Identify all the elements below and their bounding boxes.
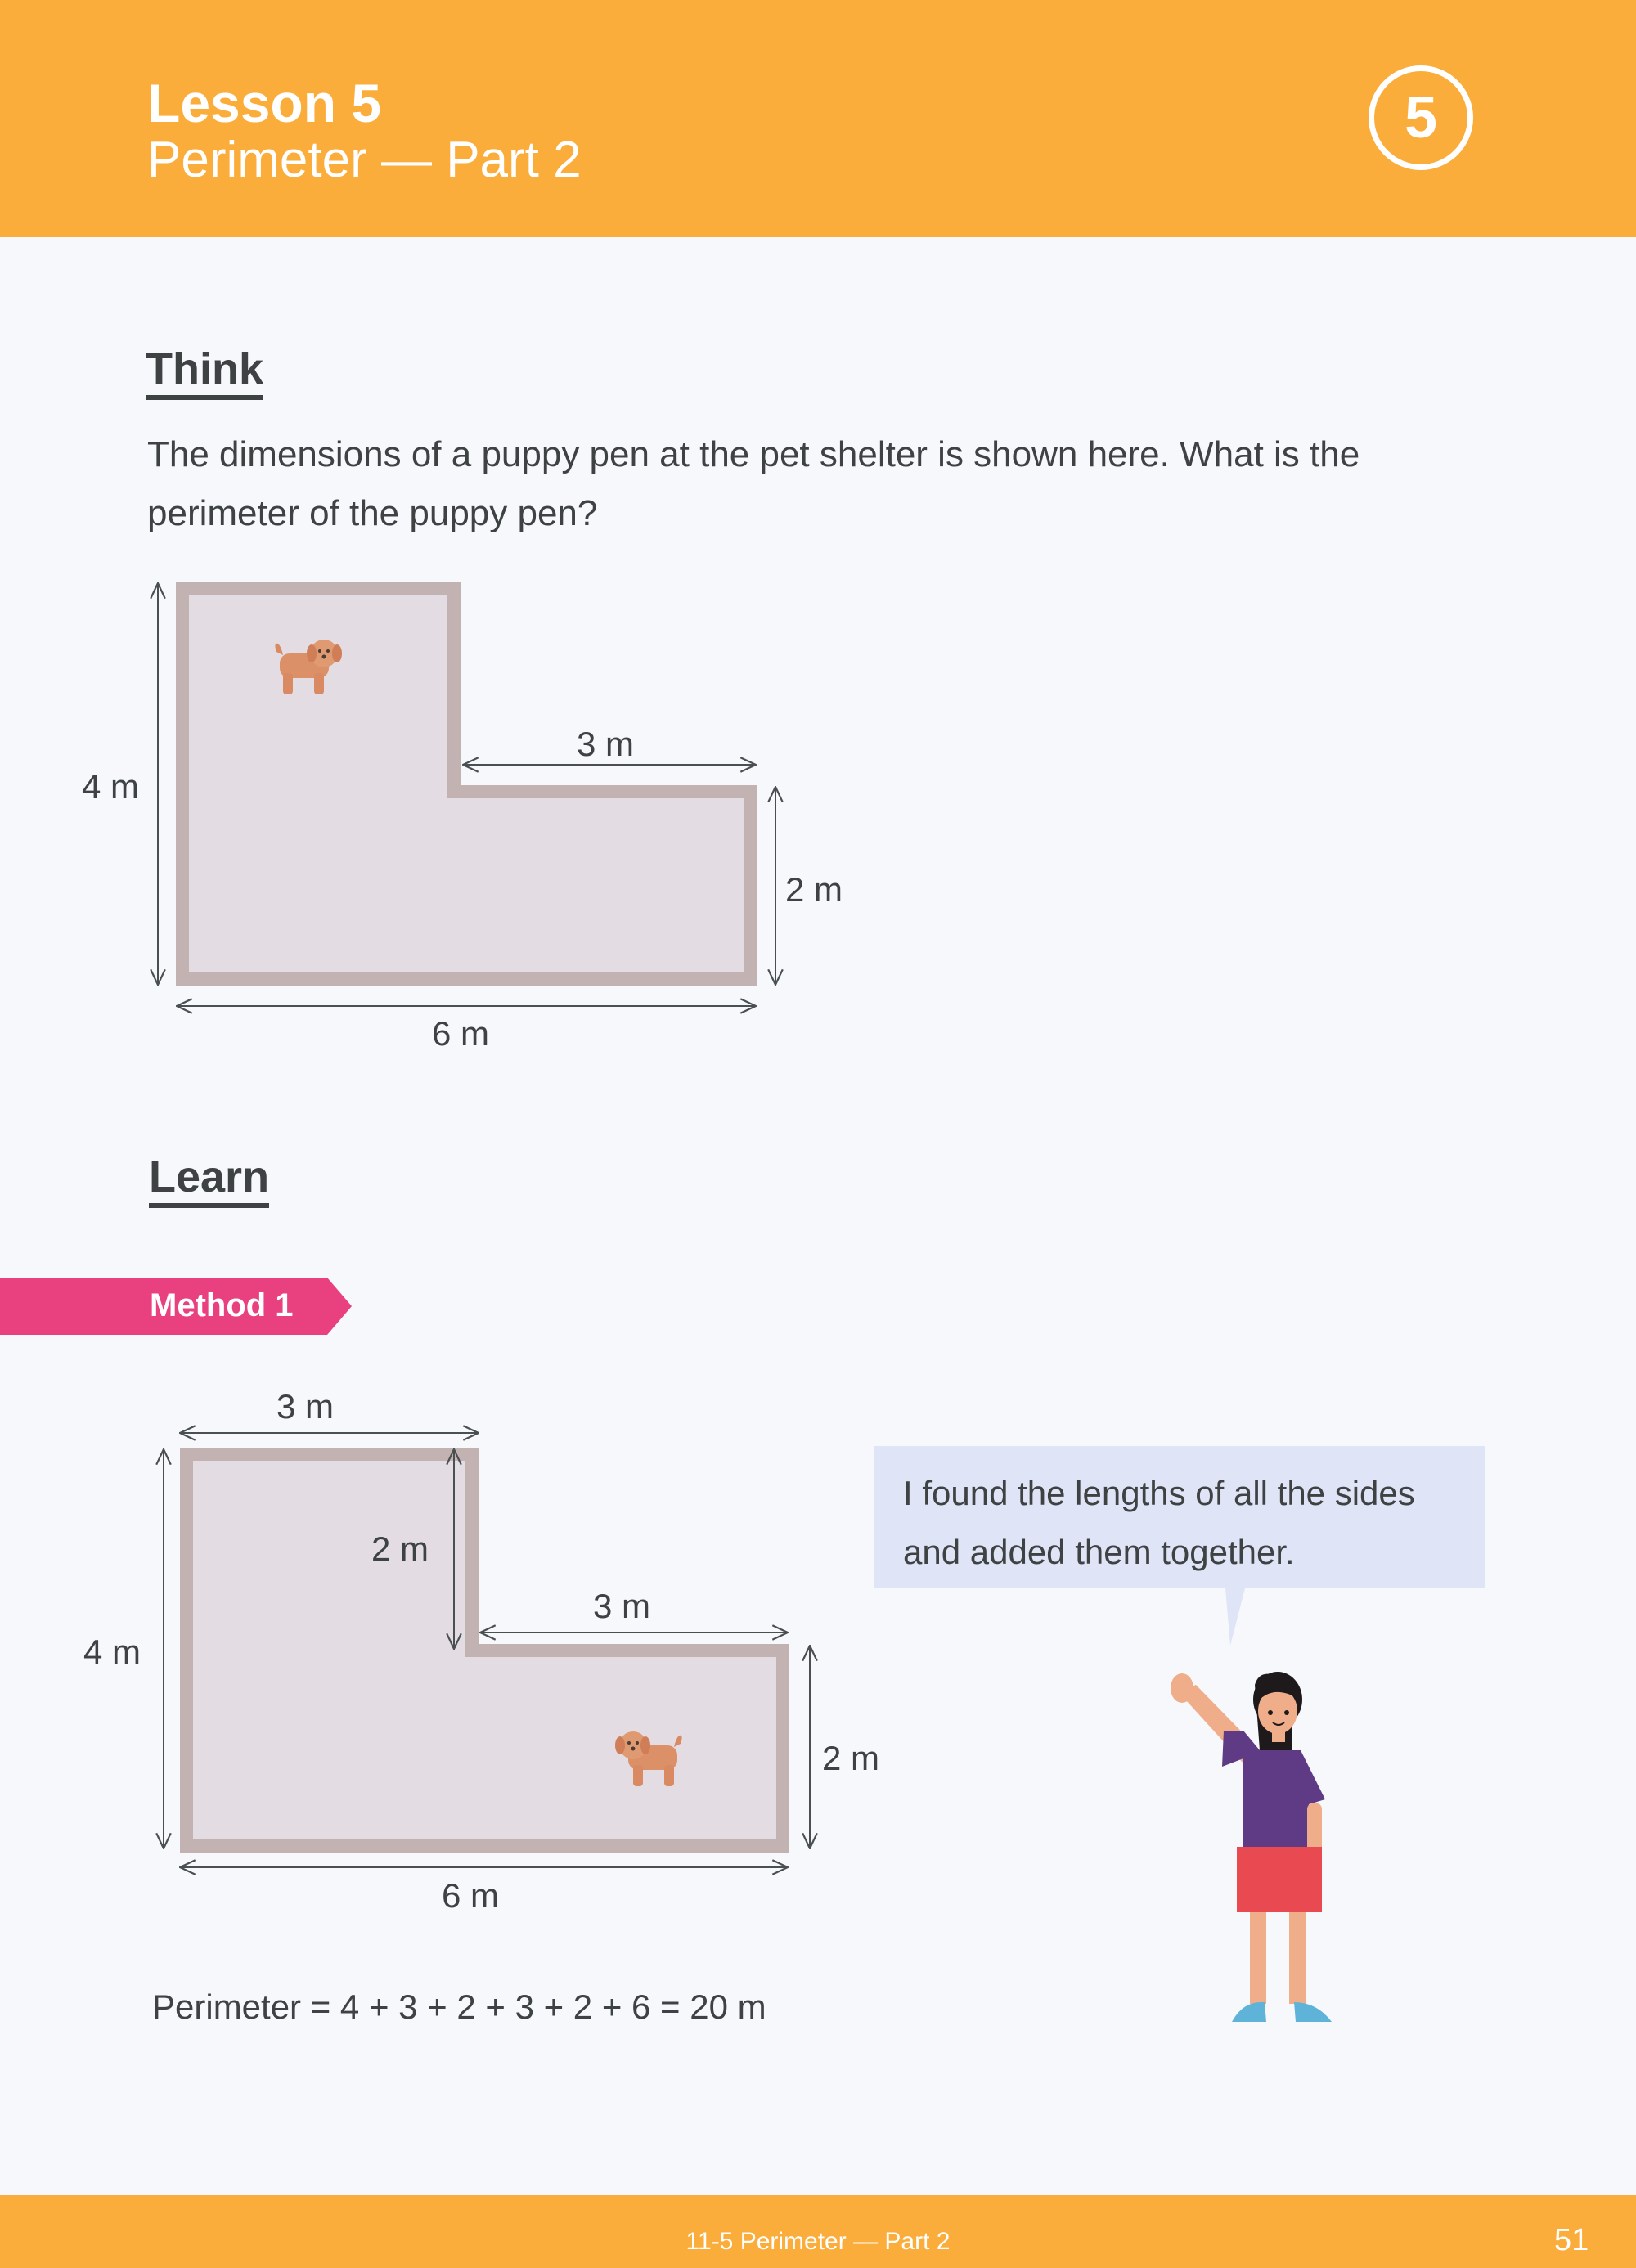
page-number: 51	[1554, 2223, 1589, 2257]
dim-label-bottom: 6 m	[442, 1876, 500, 1915]
lesson-title: Perimeter — Part 2	[147, 132, 582, 188]
dim-label-inner-horizontal: 3 m	[593, 1587, 651, 1625]
method-tag	[0, 1278, 352, 1335]
perimeter-equation: Perimeter = 4 + 3 + 2 + 3 + 2 + 6 = 20 m	[152, 1987, 766, 2026]
speech-bubble-tail	[1225, 1588, 1245, 1646]
girl-waving-illustration	[1171, 1672, 1332, 2022]
learn-pen-figure	[164, 1433, 810, 1867]
think-pen-figure	[158, 583, 775, 1006]
lesson-number: Lesson 5	[147, 73, 382, 133]
dim-label-inner-vertical: 2 m	[371, 1529, 429, 1568]
dim-label-left: 4 m	[82, 767, 140, 806]
learn-heading	[149, 1152, 269, 1202]
speech-bubble-text: I found the lengths of all the sides and added them together.	[903, 1474, 1415, 1571]
dim-label-right: 2 m	[822, 1739, 880, 1777]
method-tag-label: Method 1	[150, 1287, 294, 1323]
think-prompt: The dimensions of a puppy pen at the pet shelter is shown here. What is the perimeter of the puppy pen?	[147, 434, 1360, 533]
dim-label-bottom: 6 m	[432, 1014, 490, 1053]
learn-heading-text: Learn	[149, 1152, 269, 1208]
dim-label-left: 4 m	[83, 1633, 142, 1671]
pen-shape	[182, 589, 750, 979]
lesson-badge: 5	[1369, 65, 1473, 170]
dim-label-top-right: 3 m	[577, 725, 635, 763]
method-tag-arrow	[327, 1278, 352, 1335]
dim-label-top: 3 m	[276, 1387, 335, 1426]
dim-label-right: 2 m	[785, 870, 843, 909]
think-heading-text: Think	[146, 344, 263, 400]
footer-title: 11-5 Perimeter — Part 2	[685, 2228, 951, 2255]
pen-shape	[187, 1454, 783, 1846]
